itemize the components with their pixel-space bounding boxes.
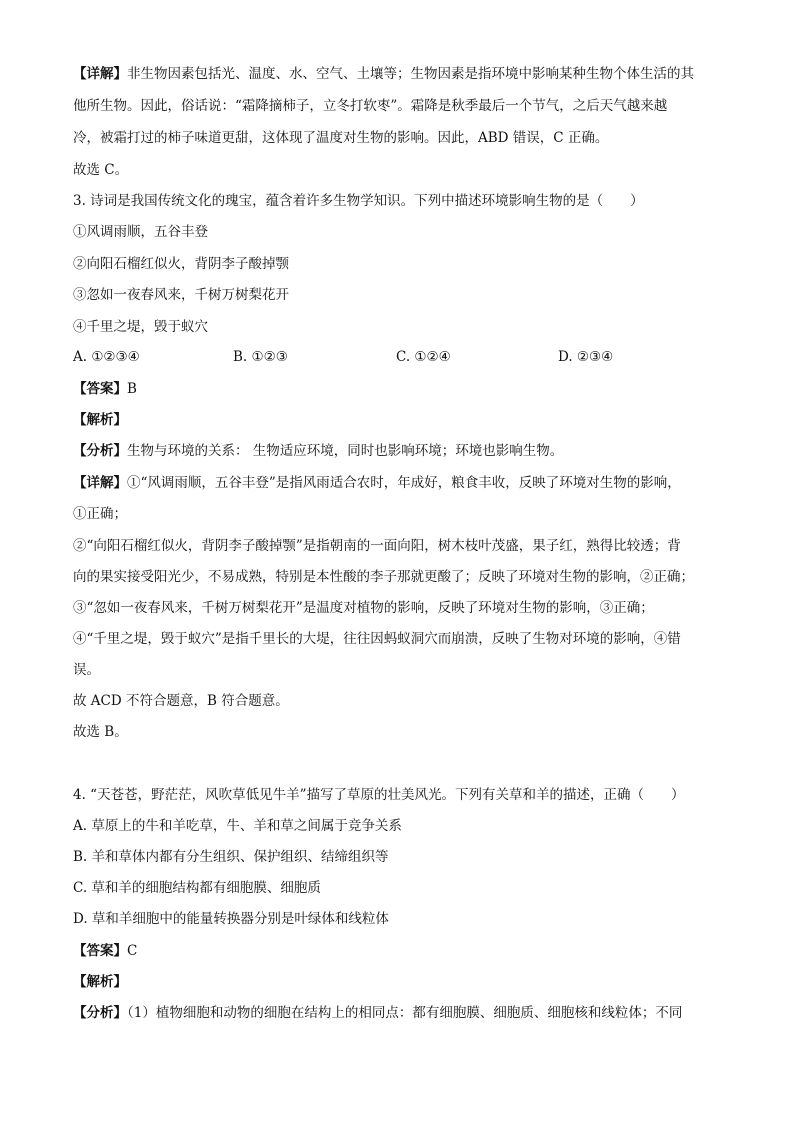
q3-option-b: B. ①②③ bbox=[233, 349, 288, 365]
q3-stem: 3. 诗词是我国传统文化的瑰宝，蕴含着许多生物学知识。下列中描述环境影响生物的是（ ） bbox=[73, 193, 644, 209]
q4-answer bbox=[73, 941, 137, 961]
q3-item-2: ②向阳石榴红似火，背阴李子酸掉颚 bbox=[73, 256, 289, 272]
q4-option-b: B. 羊和草体内都有分生组织、保护组织、结缔组织等 bbox=[73, 849, 389, 865]
q3-detail-line-8: 故 ACD 不符合题意，B 符合题意。 bbox=[73, 693, 289, 709]
q4-option-c: C. 草和羊的细胞结构都有细胞膜、细胞质 bbox=[73, 880, 321, 896]
q3-detail-line-7: 误。 bbox=[73, 662, 100, 678]
q2-detail-label: 【详解】 bbox=[73, 66, 127, 82]
q3-detail-line-5: ③“忽如一夜春风来，千树万树梨花开”是温度对植物的影响，反映了环境对生物的影响，③正确； bbox=[73, 600, 654, 616]
q3-detail-line-4: 向的果实接受阳光少，不易成熟，特别是本性酸的李子那就更酸了；反映了环境对生物的影响，②正确； bbox=[73, 569, 694, 585]
q3-detail-line-2: ①正确； bbox=[73, 506, 127, 522]
q3-detail-line-3: ②“向阳石榴红似火，背阴李子酸掉颚”是指朝南的一面向阳，树木枝叶茂盛，果子红，熟得比较透；背 bbox=[73, 538, 681, 554]
q3-fenxi: 【分析】生物与环境的关系： 生物适应环境，同时也影响环境；环境也影响生物。 bbox=[73, 443, 564, 459]
q3-detail-line-6: ④“千里之堤，毁于蚁穴”是指千里长的大堤，往往因蚂蚁洞穴而崩溃，反映了生物对环境的影响，④错 bbox=[73, 631, 681, 647]
q4-fenxi: 【分析】（1）植物细胞和动物的细胞在结构上的相同点：都有细胞膜、细胞质、细胞核和线粒体；不同 bbox=[73, 1005, 683, 1021]
q3-item-3: ③忽如一夜春风来，千树万树梨花开 bbox=[73, 287, 289, 303]
q4-analysis-label: 【解析】 bbox=[73, 974, 127, 990]
q4-fenxi-label: 【分析】 bbox=[73, 1005, 127, 1021]
q3-detail-line-9: 故选 B。 bbox=[73, 724, 128, 740]
q3-answer bbox=[73, 379, 137, 399]
q4-stem: 4. “天苍苍，野茫茫，风吹草低见牛羊”描写了草原的壮美风光。下列有关草和羊的描述，正确（ ） bbox=[73, 787, 685, 803]
q3-answer-value: B bbox=[127, 381, 137, 397]
q3-detail-line-1: 【详解】①“风调雨顺，五谷丰登”是指风雨适合农时，年成好，粮食丰收，反映了环境对生物的影响， bbox=[73, 475, 681, 491]
q4-option-a: A. 草原上的牛和羊吃草，牛、羊和草之间属于竞争关系 bbox=[73, 818, 402, 834]
q2-conclusion: 故选 C。 bbox=[73, 162, 129, 178]
q4-answer-label: 【答案】 bbox=[73, 943, 127, 959]
q2-detail-line-1: 【详解】非生物因素包括光、温度、水、空气、土壤等；生物因素是指环境中影响某种生物个体生活的其 bbox=[73, 66, 694, 82]
q3-option-c: C. ①②④ bbox=[396, 349, 451, 365]
q3-fenxi-label: 【分析】 bbox=[73, 443, 127, 459]
q3-answer-label: 【答案】 bbox=[73, 381, 127, 397]
q3-option-a: A. ①②③④ bbox=[73, 349, 140, 365]
q3-option-d: D. ②③④ bbox=[558, 349, 614, 365]
q2-detail-line-2: 他所生物。因此，俗话说：“霜降摘柿子，立冬打软枣”。霜降是秋季最后一个节气，之后天气越来越 bbox=[73, 98, 668, 114]
q3-detail-label: 【详解】 bbox=[73, 475, 127, 491]
q4-option-d: D. 草和羊细胞中的能量转换器分别是叶绿体和线粒体 bbox=[73, 911, 389, 927]
q2-detail-line-3: 冷，被霜打过的柿子味道更甜，这体现了温度对生物的影响。因此，ABD 错误，C 正确。 bbox=[73, 130, 609, 146]
q3-analysis-label: 【解析】 bbox=[73, 412, 127, 428]
q3-item-1: ①风调雨顺，五谷丰登 bbox=[73, 224, 208, 240]
q3-item-4: ④千里之堤，毁于蚁穴 bbox=[73, 319, 208, 335]
q4-answer-value: C bbox=[127, 943, 138, 959]
